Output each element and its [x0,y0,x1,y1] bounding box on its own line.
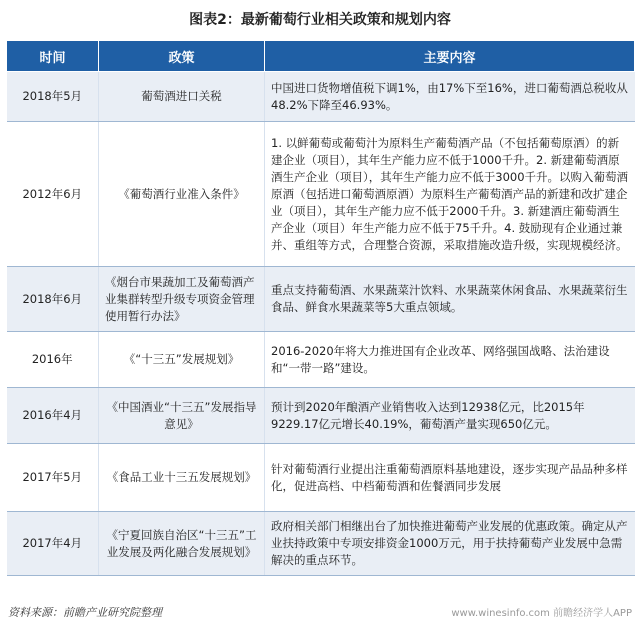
table-row [7,444,635,512]
header-time: 时间 [7,41,99,72]
header-content: 主要内容 [265,41,635,72]
cell-time: 2018年5月 [7,72,99,122]
table-header-row [7,41,635,72]
cell-time: 2018年6月 [7,267,99,332]
cell-time: 2016年 [7,332,99,388]
cell-content: 政府相关部门相继出台了加快推进葡萄产业发展的优惠政策。确定从产业扶持政策中专项安排资金1000万元，用于扶持葡萄产业发展中急需解决的重点环节。 [265,512,635,576]
cell-time: 2016年4月 [7,388,99,444]
table-row [7,267,635,332]
cell-content: 重点支持葡萄酒、水果蔬菜汁饮料、水果蔬菜休闲食品、水果蔬菜衍生食品、鲜食水果蔬菜等5大重点领域。 [265,267,635,332]
table-row [7,388,635,444]
cell-policy: 《食品工业十三五发展规划》 [99,444,265,512]
cell-content: 针对葡萄酒行业提出注重葡萄酒原料基地建设，逐步实现产品品种多样化，促进高档、中档葡萄酒和佐餐酒同步发展 [265,444,635,512]
cell-content: 预计到2020年酿酒产业销售收入达到12938亿元，比2015年9229.17亿元增长40.19%，葡萄酒产量实现650亿元。 [265,388,635,444]
policy-table [6,40,635,576]
source-note: 资料来源：前瞻产业研究院整理 [8,606,162,619]
cell-policy: 《宁夏回族自治区“十三五”工业发展及两化融合发展规划》 [99,512,265,576]
table-row [7,122,635,267]
cell-time: 2017年5月 [7,444,99,512]
cell-policy: 《烟台市果蔬加工及葡萄酒产业集群转型升级专项资金管理使用暂行办法》 [99,267,265,332]
cell-policy: 《葡萄酒行业准入条件》 [99,122,265,267]
table-row [7,72,635,122]
table-row [7,512,635,576]
cell-content: 2016-2020年将大力推进国有企业改革、网络强国战略、法治建设和“一带一路”建设。 [265,332,635,388]
cell-policy: 葡萄酒进口关税 [99,72,265,122]
cell-policy: 《“十三五”发展规划》 [99,332,265,388]
cell-policy: 《中国酒业“十三五”发展指导意见》 [99,388,265,444]
corner-watermark: www.winesinfo.com 前瞻经济学人APP [451,608,632,619]
table-row [7,332,635,388]
figure-title: 图表2：最新葡萄行业相关政策和规划内容 [189,12,451,28]
cell-time: 2017年4月 [7,512,99,576]
cell-content: 中国进口货物增值税下调1%，由17%下至16%，进口葡萄酒总税收从48.2%下降至46.93%。 [265,72,635,122]
cell-content: 1. 以鲜葡萄或葡萄汁为原料生产葡萄酒产品（不包括葡萄原酒）的新建企业（项目），其年生产能力应不低于1000千升。2. 新建葡萄酒原酒生产企业（项目），其年生产能力应不低于3000千升。以购入葡萄酒原酒（包括进口葡萄酒原酒）为原料生产葡萄酒产品的新建和改扩建企业（项目），其年生产能力应不低于2000千升。3. 新建酒庄葡萄酒生产企业（项目）年生产能力应不低于75千升。4. 鼓励现有企业通过兼并、重组等方式，合理整合资源，采取措施改造升级，实现规模经济。 [265,122,635,267]
cell-time: 2012年6月 [7,122,99,267]
header-policy: 政策 [99,41,265,72]
